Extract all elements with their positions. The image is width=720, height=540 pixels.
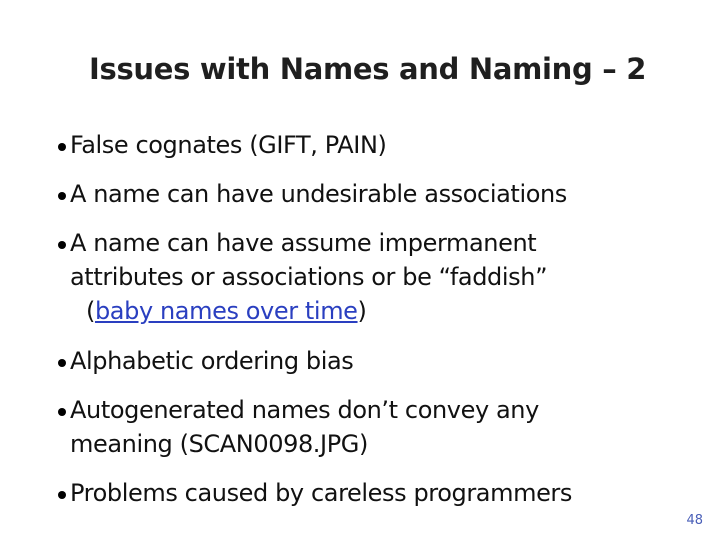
bullet-item	[58, 476, 572, 510]
bullet-dot-icon	[58, 143, 66, 151]
bullet-item	[58, 128, 387, 162]
bullet-text: Problems caused by careless programmers	[70, 479, 573, 507]
bullet-text: Alphabetic ordering bias	[70, 347, 354, 375]
bullet-item	[58, 177, 567, 211]
bullet-text: A name can have assume impermanent	[70, 229, 537, 257]
baby-names-link[interactable]: baby names over time	[94, 297, 358, 325]
bullet-text-continuation: attributes or associations or be “faddish”	[70, 263, 548, 291]
bullet-dot-icon	[58, 491, 66, 499]
bullet-text-continuation: (baby names over time)	[86, 297, 367, 325]
bullet-text: Autogenerated names don’t convey any	[70, 396, 539, 424]
slide-title: Issues with Names and Naming – 2	[89, 52, 647, 86]
bullet-dot-icon	[58, 241, 66, 249]
bullet-dot-icon	[58, 192, 66, 200]
bullet-item	[58, 344, 353, 378]
bullet-text-continuation: meaning (SCAN0098.JPG)	[70, 430, 368, 458]
bullet-text: A name can have undesirable associations	[70, 180, 567, 208]
bullet-text: False cognates (GIFT, PAIN)	[70, 131, 387, 159]
bullet-item	[58, 393, 539, 461]
bullet-item	[58, 226, 547, 328]
bullet-dot-icon	[58, 359, 66, 367]
bullet-dot-icon	[58, 408, 66, 416]
page-number: 48	[686, 513, 703, 528]
